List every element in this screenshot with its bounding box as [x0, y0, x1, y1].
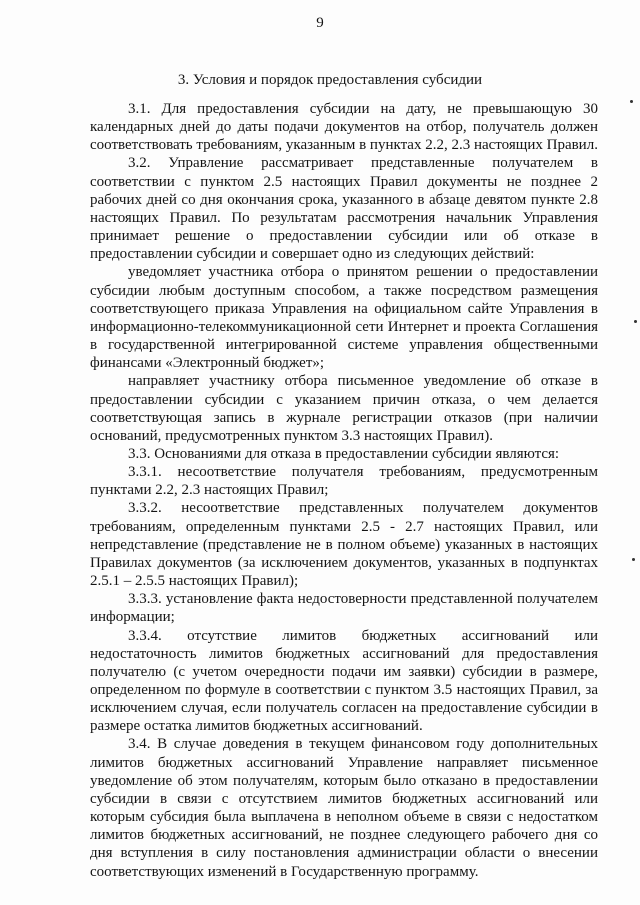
paragraph-3-3-1: 3.3.1. несоответствие получателя требованиям, предусмотренным пунктами 2.2, 2.3 настоящих Правил; — [90, 464, 598, 499]
paragraph-3-3-4: 3.3.4. отсутствие лимитов бюджетных ассигнований или недостаточность лимитов бюджетных ассигнований для предоставления получателю (с учетом очередности подачи им заявки) субсидии в размере, определенном по формуле в соответствии с пунктом 3.5 настоящих Правил, за исключением случая, если получатель согласен на предоставление субсидии в размере остатка лимитов бюджетных ассигнований. — [90, 627, 598, 735]
document-body — [90, 100, 598, 881]
paragraph-3-4: 3.4. В случае доведения в текущем финансовом году дополнительных лимитов бюджетных ассигнований Управление направляет письменное уведомление об этом получателям, которым было отказано в предоставлении субсидии в связи с отсутствием лимитов бюджетных ассигнований или которым субсидия была выплачена в неполном объеме в связи с недостатком лимитов бюджетных ассигнований, не позднее следующего рабочего дня со дня вступления в силу постановления администрации области о внесении соответствующих изменений в Государственную программу. — [90, 736, 598, 880]
scan-mark — [632, 558, 635, 561]
scan-mark — [634, 320, 637, 323]
section-heading: 3. Условия и порядок предоставления субсидии — [177, 72, 483, 88]
page-number: 9 — [316, 15, 324, 31]
paragraph-3-3-3: 3.3.3. установление факта недостоверности представленной получателем информации; — [90, 591, 598, 626]
paragraph-3-1: 3.1. Для предоставления субсидии на дату, не превышающую 30 календарных дней до даты подачи документов на отбор, получатель должен соответствовать требованиям, указанным в пунктах 2.2, 2.3 настоящих Правил. — [90, 101, 598, 154]
scan-mark — [630, 100, 633, 103]
paragraph-3-3-2: 3.3.2. несоответствие представленных получателем документов требованиям, определенным пунктами 2.5 - 2.7 настоящих Правил, или непредставление (представление не в полном объеме) указанных в настоящих Правилах документов (за исключением документов, указанных в подпунктах 2.5.1 – 2.5.5 настоящих Правил); — [90, 500, 598, 590]
paragraph-3-2: 3.2. Управление рассматривает представленные получателем в соответствии с пунктом 2.5 настоящих Правил документы не позднее 2 рабочих дней со дня окончания срока, указанного в абзаце девятом пункте 2.8 настоящих Правил. По результатам рассмотрения начальник Управления принимает решение о предоставлении субсидии или об отказе в предоставлении субсидии и совершает одно из следующих действий: — [90, 155, 598, 263]
paragraph-3-3: 3.3. Основаниями для отказа в предоставлении субсидии являются: — [128, 445, 560, 462]
paragraph-notify-decision: уведомляет участника отбора о принятом решении о предоставлении субсидии любым доступным способом, а также посредством размещения соответствующего приказа Управления на официальном сайте Управления в информационно-телекоммуникационной сети Интернет и проекта Соглашения в государственной интегрированной системе управления общественными финансами «Электронный бюджет»; — [90, 264, 598, 372]
paragraph-notify-refusal: направляет участнику отбора письменное уведомление об отказе в предоставлении субсидии с указанием причин отказа, о чем делается соответствующая запись в журнале регистрации отказов (при наличии оснований, предусмотренных пунктом 3.3 настоящих Правил). — [90, 373, 598, 444]
